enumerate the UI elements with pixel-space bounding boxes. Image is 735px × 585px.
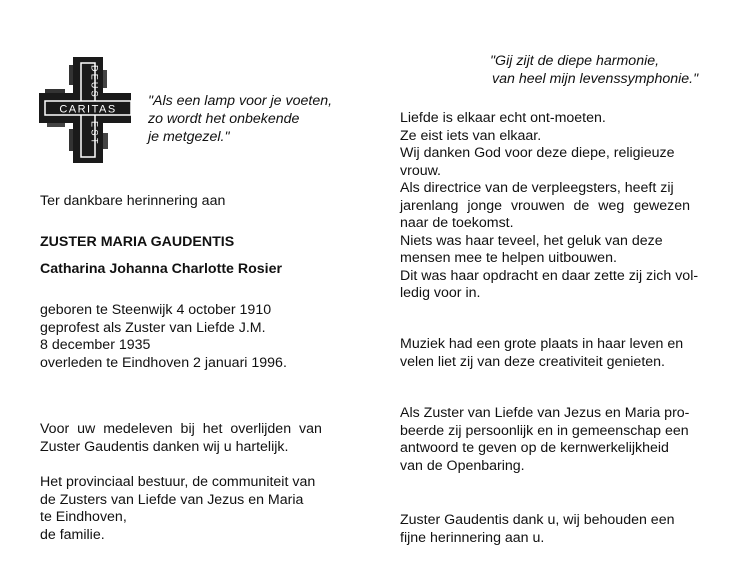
quote-left-line: "Als een lamp voor je voeten, [148, 93, 333, 109]
tribute-line: Niets was haar teveel, het geluk van deze [400, 232, 663, 249]
tribute-line: antwoord te geven op de kernwerkelijkheid [400, 440, 669, 456]
tribute-paragraph-1 [400, 110, 698, 303]
tribute-line: Als Zuster van Liefde van Jezus en Maria pro- [400, 405, 690, 421]
tribute-line: Wij danken God voor deze diepe, religieuze [400, 145, 675, 161]
tribute-line: Zuster Gaudentis dank u, wij behouden een [400, 512, 675, 528]
tribute-line: Liefde is elkaar echt ont-moeten. [400, 110, 606, 126]
bio-line: geprofest als Zuster van Liefde J.M. [40, 319, 266, 336]
biography [40, 302, 287, 372]
signoff-paragraph [40, 474, 315, 544]
bio-line: geboren te Steenwijk 4 october 1910 [40, 302, 272, 318]
thanks-paragraph [40, 421, 322, 456]
deceased-name: ZUSTER MARIA GAUDENTIS [40, 234, 235, 250]
bio-line: overleden te Eindhoven 2 januari 1996. [40, 354, 287, 371]
signoff-line: de Zusters van Liefde van Jezus en Maria [40, 491, 304, 508]
logo-text-vertical-bottom: EST [89, 121, 100, 147]
tribute-line: Muziek had een grote plaats in haar leven en [400, 336, 684, 352]
tribute-paragraph-2 [400, 336, 683, 371]
quote-right [490, 52, 698, 88]
signoff-line: te Eindhoven, [40, 509, 127, 525]
tribute-line: fijne herinnering aan u. [400, 529, 545, 546]
tribute-line: Ze eist iets van elkaar. [400, 127, 542, 144]
quote-left-line: je metgezel." [148, 129, 230, 145]
tribute-line: Als directrice van de verpleegsters, heeft zij [400, 180, 674, 196]
tribute-line: jarenlang jonge vrouwen de weg gewezen [400, 197, 691, 214]
tribute-line: vrouw. [400, 162, 442, 179]
signoff-line: de familie. [40, 526, 105, 543]
tribute-line: velen liet zij van deze creativiteit genieten. [400, 353, 665, 370]
tribute-paragraph-4 [400, 512, 674, 547]
thanks-line: Zuster Gaudentis danken wij u hartelijk. [40, 438, 289, 455]
tribute-line: ledig voor in. [400, 285, 481, 301]
signoff-line: Het provinciaal bestuur, de communiteit van [40, 474, 316, 490]
tribute-line: Dit was haar opdracht en daar zette zij zich vol- [400, 267, 699, 284]
tribute-line: van de Openbaring. [400, 457, 525, 474]
quote-right-line: van heel mijn levenssymphonie." [492, 71, 699, 87]
logo-text-vertical-top: DEUS [89, 65, 100, 99]
tribute-line: naar de toekomst. [400, 215, 514, 231]
quote-left-line: zo wordt het onbekende [148, 111, 300, 127]
caritas-cross-logo [35, 55, 135, 165]
tribute-line: mensen mee te helpen uitbouwen. [400, 250, 617, 266]
logo-text-horizontal: CARITAS [59, 103, 117, 116]
quote-left [148, 92, 332, 146]
dedication-text: Ter dankbare herinnering aan [40, 193, 226, 209]
thanks-line: Voor uw medeleven bij het overlijden van [40, 421, 322, 437]
deceased-fullname: Catharina Johanna Charlotte Rosier [40, 261, 283, 277]
bio-line: 8 december 1935 [40, 337, 151, 353]
quote-right-line: "Gij zijt de diepe harmonie, [490, 53, 660, 69]
tribute-line: beerde zij persoonlijk en in gemeenschap een [400, 422, 689, 439]
tribute-paragraph-3 [400, 405, 689, 475]
